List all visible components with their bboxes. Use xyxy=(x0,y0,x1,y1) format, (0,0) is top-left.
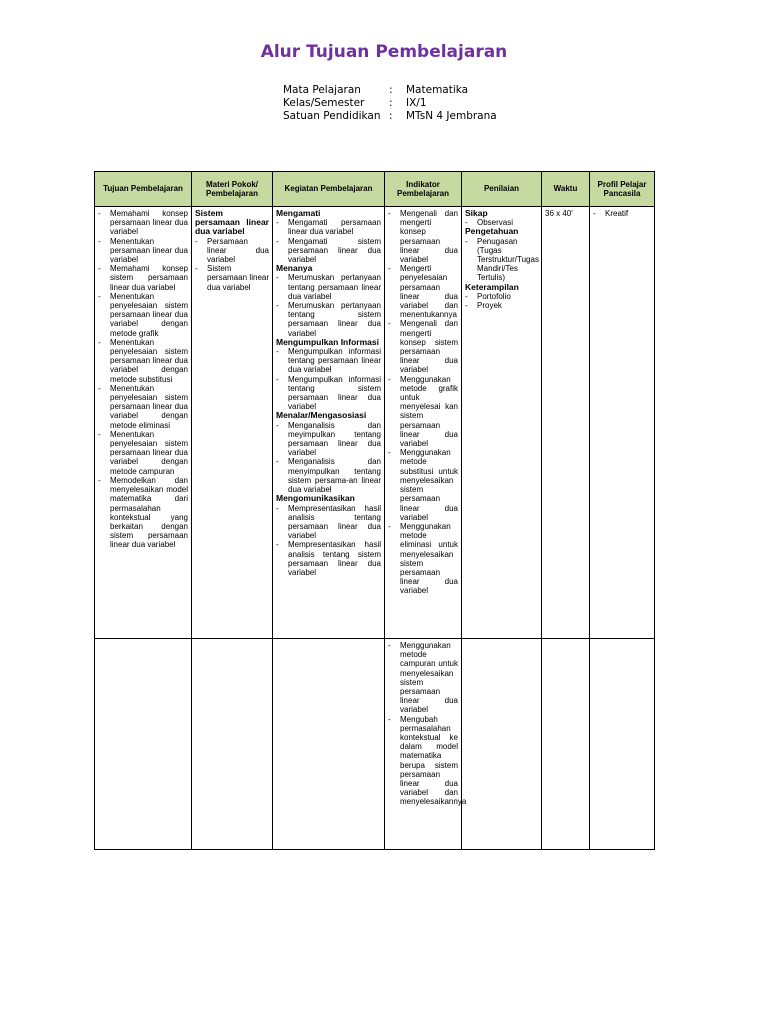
meta-label: Kelas/Semester xyxy=(283,97,365,109)
meta-colon: : xyxy=(389,110,393,122)
list-item: - Merumuskan pertanyaan tentang sistem persamaan linear dua variabel xyxy=(276,301,381,338)
section-heading: Menanya xyxy=(276,263,313,274)
header-materi: Materi Pokok/ Pembelajaran xyxy=(192,172,273,207)
list-item: - Menganalisis dan menyimpulkan tentang sistem persama-an linear dua variabel xyxy=(276,457,381,494)
list-item: - Kreatif xyxy=(593,209,651,218)
table-row xyxy=(95,207,655,639)
section-heading: Pengetahuan xyxy=(465,226,519,237)
list-item: - Memahami konsep persamaan linear dua variabel xyxy=(98,209,188,237)
list-item: - Mempresentasikan hasil analisis tentang persamaan linear dua variabel xyxy=(276,504,381,541)
list-item: - Menggunakan metode campuran untuk menyelesaikan sistem persamaan linear dua variabel xyxy=(388,641,458,715)
list-item: - Mengenali dan mengerti konsep sistem persamaan linear dua variabel xyxy=(388,319,458,374)
list-item: - Menentukan penyelesaian sistem persamaan linear dua variabel dengan metode campuran xyxy=(98,430,188,476)
cell-kegiatan xyxy=(273,207,385,639)
list-item: - Menggunakan metode grafik untuk menyelesai kan sistem persamaan linear dua variabel xyxy=(388,375,458,449)
table-row xyxy=(95,639,655,850)
meta-label: Mata Pelajaran xyxy=(283,84,361,96)
meta-colon: : xyxy=(389,97,393,109)
learning-flow-table xyxy=(94,171,655,850)
list-item: - Merumuskan pertanyaan tentang persamaan linear dua variabel xyxy=(276,273,381,301)
list-item: - Mempresentasikan hasil analisis tentang sistem persamaan linear dua variabel xyxy=(276,540,381,577)
list-item: - Menentukan penyelesaian sistem persamaan linear dua variabel dengan metode substitusi xyxy=(98,338,188,384)
list-item: - Mengerti penyelesaian persamaan linear dua variabel dan menentukannya xyxy=(388,264,458,319)
cell-indikator xyxy=(385,639,467,850)
cell-empty xyxy=(95,639,192,850)
list-item: - Menggunakan metode eliminasi untuk menyelesaikan sistem persamaan linear dua variabel xyxy=(388,522,458,596)
list-item: - Penugasan (Tugas Terstruktur/Tugas Mandiri/Tes Tertulis) xyxy=(465,237,538,283)
meta-row-class xyxy=(283,97,497,110)
list-item: - Menentukan persamaan linear dua variabel xyxy=(98,237,188,265)
cell-profil xyxy=(590,207,655,639)
meta-colon: : xyxy=(389,84,393,96)
list-item: - Menganalisis dan meyimpulkan tentang persamaan linear dua variabel xyxy=(276,421,381,458)
list-item: - Memodelkan dan menyelesaikan model matematika dari permasalahan kontekstual yang berkaitan dengan sistem persamaan linear dua variabel xyxy=(98,476,188,550)
cell-penilaian xyxy=(462,207,542,639)
meta-row-school xyxy=(283,110,497,123)
section-heading: Mengumpulkan Informasi xyxy=(276,336,379,347)
list-item: - Sistem persamaan linear dua variabel xyxy=(195,264,269,292)
list-item: - Menentukan penyelesaian sistem persamaan linear dua variabel dengan metode eliminasi xyxy=(98,384,188,430)
page-title: Alur Tujuan Pembelajaran xyxy=(260,42,508,62)
list-item: - Mengamati persamaan linear dua variabel xyxy=(276,218,381,236)
meta-value: MTsN 4 Jembrana xyxy=(406,110,497,122)
list-item: - Mengumpulkan informasi tentang persamaan linear dua variabel xyxy=(276,347,381,375)
header-tujuan: Tujuan Pembelajaran xyxy=(95,172,192,207)
meta-row-subject xyxy=(283,84,497,97)
cell-indikator xyxy=(385,207,462,639)
list-item: - Observasi xyxy=(465,218,538,227)
list-item: - Proyek xyxy=(465,301,538,310)
cell-empty xyxy=(590,639,655,850)
list-item: - Memahami konsep sistem persamaan linear dua variabel xyxy=(98,264,188,292)
list-item: - Persamaan linear dua variabel xyxy=(195,237,269,265)
meta-value: IX/1 xyxy=(406,97,427,109)
list-item: - Mengenali dan mengerti konsep persamaan linear dua variabel xyxy=(388,209,458,264)
header-kegiatan: Kegiatan Pembelajaran xyxy=(273,172,385,207)
header-profil: Profil Pelajar Pancasila xyxy=(590,172,655,207)
header-indikator: Indikator Pembelajaran xyxy=(385,172,462,207)
list-item: - Mengamati sistem persamaan linear dua variabel xyxy=(276,237,381,265)
header-penilaian: Penilaian xyxy=(462,172,542,207)
section-heading: Mengomunikasikan xyxy=(276,493,355,504)
cell-materi xyxy=(192,207,273,639)
list-item: - Menggunakan metode substitusi untuk menyelesaikan sistem persamaan linear dua variabel xyxy=(388,448,458,522)
cell-waktu: 36 x 40' xyxy=(542,207,590,639)
cell-empty xyxy=(192,639,273,850)
section-heading: Mengamati xyxy=(276,208,321,218)
meta-label: Satuan Pendidikan xyxy=(283,110,381,122)
document-meta xyxy=(283,84,497,123)
cell-empty xyxy=(542,639,590,850)
section-heading: Menalar/Mengasosiasi xyxy=(276,410,367,421)
meta-value: Matematika xyxy=(406,84,469,96)
table-header-row xyxy=(95,172,655,207)
cell-empty xyxy=(462,639,542,850)
list-item: - Menentukan penyelesaian sistem persamaan linear dua variabel dengan metode grafik xyxy=(98,292,188,338)
materi-heading: Sistem persamaan linear dua variabel xyxy=(195,208,269,237)
cell-tujuan xyxy=(95,207,192,639)
section-heading: Sikap xyxy=(465,208,488,218)
list-item: - Mengumpulkan informasi tentang sistem persamaan linear dua variabel xyxy=(276,375,381,412)
section-heading: Keterampilan xyxy=(465,281,519,292)
list-item: - Mengubah permasalahan kontekstual ke dalam model matematika berupa sistem persamaan linear dua variabel dan menyelesaikannya xyxy=(388,715,458,807)
header-waktu: Waktu xyxy=(542,172,590,207)
list-item: - Portofolio xyxy=(465,292,538,301)
cell-empty xyxy=(273,639,385,850)
